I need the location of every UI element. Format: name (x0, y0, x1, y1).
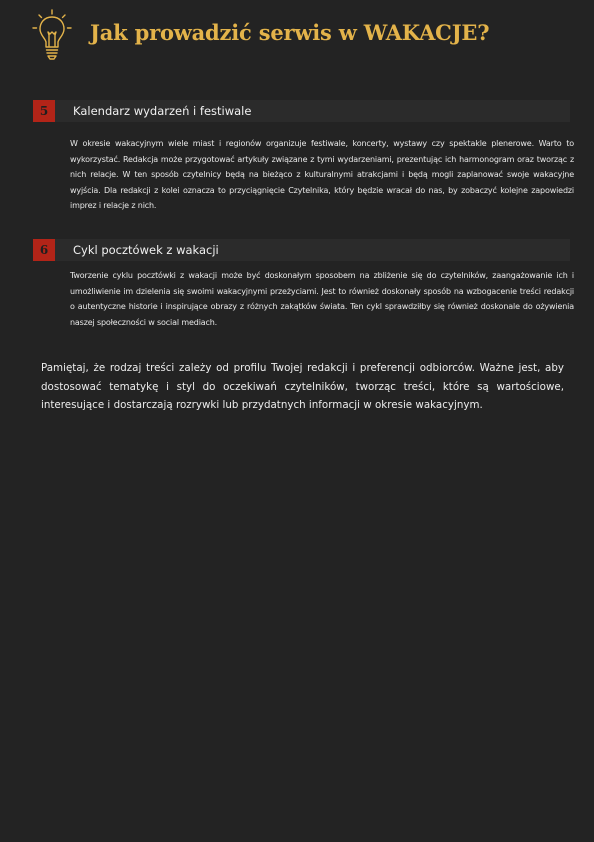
section-header-6 (33, 239, 570, 261)
section-title: Cykl pocztówek z wakacji (73, 243, 219, 257)
section-number-badge: 6 (33, 239, 55, 261)
closing-paragraph: Pamiętaj, że rodzaj treści zależy od profilu Twojej redakcji i preferencji odbiorców. Ważne jest, aby dostosować tematykę i styl do oczekiwań czytelników, tworząc treści, które są wartościowe, interesujące i dostarczają rozrywki lub przydatnych informacji w okresie wakacyjnym. (41, 362, 564, 411)
section-body: W okresie wakacyjnym wiele miast i regionów organizuje festiwale, koncerty, wystawy czy spektakle plenerowe. Warto to wykorzystać. Redakcja może przygotować artykuły związane z tymi wydarzeniami, prezentując ich harmonogram oraz tworząc z nich relacje. W ten sposób czytelnicy będą na bieżąco z kulturalnymi atrakcjami i będą mogli zaplanować swoje wakacyjne wyjścia. Dla redakcji z kolei oznacza to przyciągnięcie Czytelnika, który będzie wracał do nas, by zobaczyć kolejne zapowiedzi imprez i relacje z nich. (70, 139, 574, 210)
section-header-5 (33, 100, 570, 122)
section-body: Tworzenie cyklu pocztówki z wakacji może być doskonałym sposobem na zbliżenie się do czytelników, zaangażowanie ich i umożliwienie im dzielenia się swoimi wakacyjnymi przeżyciami. Jest to również doskonały sposób na wzbogacenie treści redakcji o autentyczne historie i inspirujące obrazy z różnych zakątków świata. Ten cykl sprawdziłby się również doskonale do ożywienia naszej społeczności w social mediach. (70, 271, 574, 327)
section-title: Kalendarz wydarzeń i festiwale (73, 104, 252, 118)
lightbulb-icon (31, 8, 73, 62)
page-title: Jak prowadzić serwis w WAKACJE? (90, 20, 490, 45)
section-number-badge: 5 (33, 100, 55, 122)
